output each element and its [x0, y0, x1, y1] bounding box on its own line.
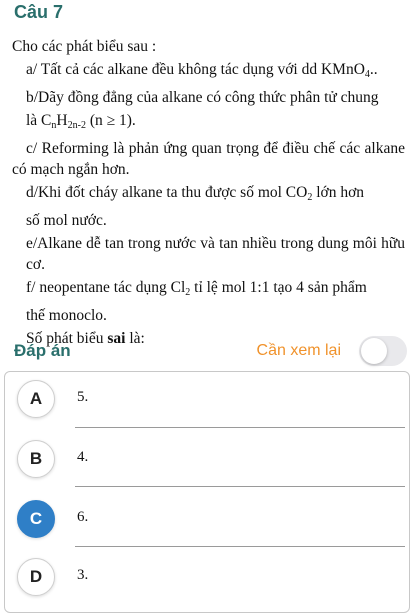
statement-b-formula: là $C_nH_{2n-2}$ (n ≥ 1).: [26, 112, 136, 131]
option-c-letter[interactable]: C: [17, 500, 55, 538]
question-intro: Cho các phát biểu sau :: [12, 38, 157, 55]
question-body: [12, 36, 405, 351]
statement-e: e/Alkane dễ tan trong nước và tan nhiều trong dung môi hữu cơ.: [26, 235, 405, 273]
option-b[interactable]: [5, 432, 409, 490]
review-toggle[interactable]: [359, 336, 407, 366]
option-b-letter[interactable]: B: [17, 440, 55, 478]
option-divider: [75, 486, 405, 487]
option-divider: [75, 546, 405, 547]
answer-header: [0, 336, 413, 366]
option-c-text: 6.: [77, 509, 89, 525]
question-title: Câu 7: [14, 2, 64, 22]
review-label: Cần xem lại: [256, 342, 341, 359]
question-ask: Số phát biểu sai là:: [26, 330, 145, 347]
option-d-letter[interactable]: D: [17, 558, 55, 596]
statement-c: c/ Reforming là phản ứng quan trọng để điều chế các alkane có mạch ngắn hơn.: [12, 140, 405, 178]
option-a-text: 5.: [77, 389, 89, 405]
statement-f: f/ neopentane tác dụng $Cl_2$ tỉ lệ mol 1:1 tạo 4 sản phẩm: [26, 279, 367, 298]
option-divider: [75, 427, 405, 428]
toggle-knob: [361, 338, 387, 364]
answer-title: Đáp án: [14, 341, 71, 360]
statement-a: a/ Tất cả các alkane đều không tác dụng với dd KMnO$_4$..: [26, 61, 378, 80]
option-c[interactable]: [5, 492, 409, 550]
statement-f-cont: thế monoclo.: [26, 307, 107, 324]
option-d-text: 3.: [77, 567, 89, 583]
option-b-text: 4.: [77, 449, 89, 465]
statement-d-cont: số mol nước.: [26, 212, 107, 229]
options-list: [4, 371, 410, 613]
statement-b: b/Dãy đồng đẳng của alkane có công thức phân tử chung: [26, 89, 379, 106]
option-a-letter[interactable]: A: [17, 380, 55, 418]
option-a[interactable]: [5, 372, 409, 430]
statement-d: d/Khi đốt cháy alkane ta thu được số mol $CO_2$ lớn hơn: [26, 184, 365, 203]
option-d[interactable]: [5, 550, 409, 608]
